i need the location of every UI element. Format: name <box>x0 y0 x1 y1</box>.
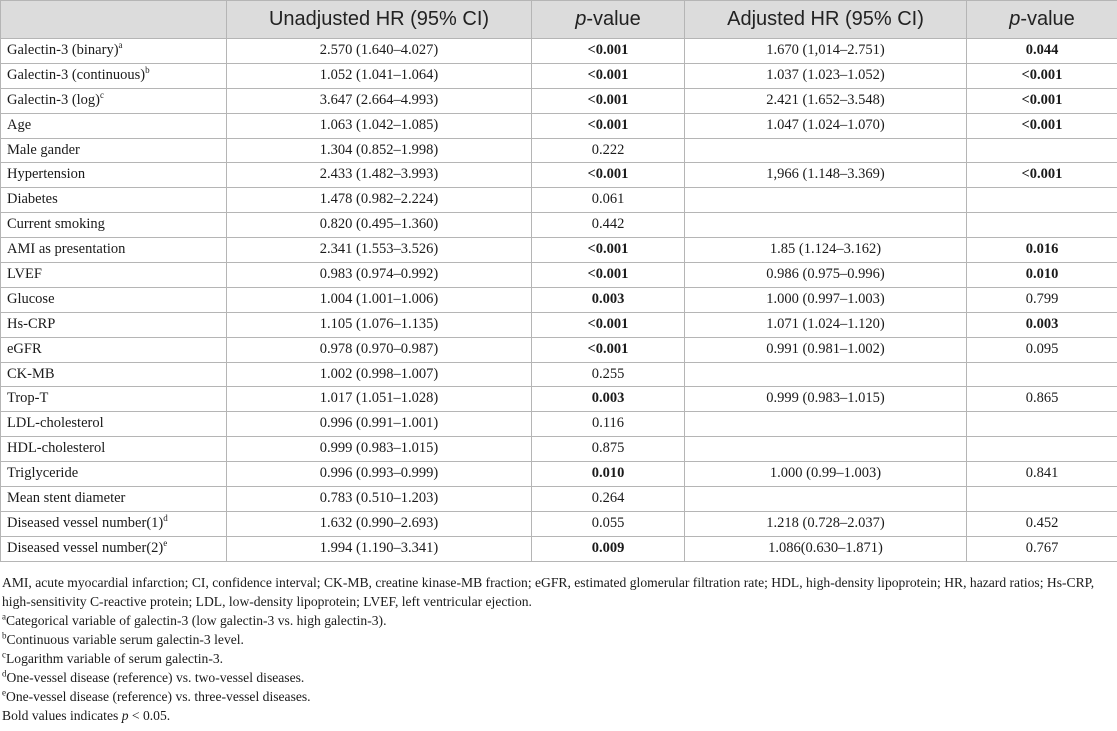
cell-variable: Hs-CRP <box>1 312 227 337</box>
cell-variable: Triglyceride <box>1 462 227 487</box>
table-row <box>1 412 1117 437</box>
cell-adjusted-hr: 1,966 (1.148–3.369) <box>685 163 967 188</box>
cell-adjusted-p: 0.003 <box>967 312 1117 337</box>
cell-adjusted-p: 0.799 <box>967 287 1117 312</box>
footnote-marker: c <box>100 89 105 100</box>
cell-unadjusted-hr: 1.632 (0.990–2.693) <box>227 511 532 536</box>
cell-unadjusted-hr: 1.052 (1.041–1.064) <box>227 63 532 88</box>
cell-unadjusted-p: 0.003 <box>532 387 685 412</box>
footnote-a: $^a$Categorical variable of galectin-3 (low galectin-3 vs. high galectin-3). <box>2 611 387 628</box>
cell-unadjusted-hr: 1.994 (1.190–3.341) <box>227 536 532 561</box>
cell-adjusted-hr: 1.000 (0.997–1.003) <box>685 287 967 312</box>
cell-variable: eGFR <box>1 337 227 362</box>
cell-adjusted-hr <box>685 362 967 387</box>
cell-unadjusted-p: <0.001 <box>532 63 685 88</box>
cell-unadjusted-p: 0.116 <box>532 412 685 437</box>
footnote-e: $^e$One-vessel disease (reference) vs. three-vessel diseases. <box>2 687 311 704</box>
cell-unadjusted-hr: 2.570 (1.640–4.027) <box>227 39 532 64</box>
cell-variable: LVEF <box>1 263 227 288</box>
table-footnotes <box>2 573 1115 725</box>
cell-variable: CK-MB <box>1 362 227 387</box>
footnote-b: $^b$Continuous variable serum galectin-3 level. <box>2 630 244 647</box>
cell-unadjusted-p: <0.001 <box>532 337 685 362</box>
cell-unadjusted-p: <0.001 <box>532 163 685 188</box>
table-row <box>1 238 1117 263</box>
table-row <box>1 511 1117 536</box>
cell-unadjusted-hr: 1.002 (0.998–1.007) <box>227 362 532 387</box>
cell-unadjusted-hr: 0.999 (0.983–1.015) <box>227 437 532 462</box>
cell-unadjusted-p: 0.055 <box>532 511 685 536</box>
cell-unadjusted-hr: 1.017 (1.051–1.028) <box>227 387 532 412</box>
cell-adjusted-p <box>967 487 1117 512</box>
cell-unadjusted-hr: 1.063 (1.042–1.085) <box>227 113 532 138</box>
table-row <box>1 462 1117 487</box>
cell-adjusted-p: 0.010 <box>967 263 1117 288</box>
header-unadjusted-p: p-value <box>532 1 685 39</box>
cell-variable: Age <box>1 113 227 138</box>
footnote-d: $^d$One-vessel disease (reference) vs. two-vessel diseases. <box>2 668 305 685</box>
cell-variable: HDL-cholesterol <box>1 437 227 462</box>
cell-unadjusted-p: 0.264 <box>532 487 685 512</box>
table-row <box>1 362 1117 387</box>
cell-adjusted-p: 0.865 <box>967 387 1117 412</box>
cell-unadjusted-hr: 0.996 (0.991–1.001) <box>227 412 532 437</box>
table-row <box>1 163 1117 188</box>
cell-variable: Male gander <box>1 138 227 163</box>
table-row <box>1 138 1117 163</box>
footnote-marker: e <box>163 537 168 548</box>
cell-variable: Diabetes <box>1 188 227 213</box>
cell-adjusted-hr: 1.670 (1,014–2.751) <box>685 39 967 64</box>
table-row <box>1 213 1117 238</box>
cell-adjusted-hr: 0.991 (0.981–1.002) <box>685 337 967 362</box>
cell-unadjusted-hr: 3.647 (2.664–4.993) <box>227 88 532 113</box>
cell-adjusted-hr: 1.037 (1.023–1.052) <box>685 63 967 88</box>
cell-adjusted-p: <0.001 <box>967 88 1117 113</box>
cell-adjusted-hr: 0.999 (0.983–1.015) <box>685 387 967 412</box>
cell-adjusted-hr: 2.421 (1.652–3.548) <box>685 88 967 113</box>
cell-unadjusted-hr: 1.304 (0.852–1.998) <box>227 138 532 163</box>
bold-values-note: Bold values indicates p < 0.05. <box>2 708 171 723</box>
table-row <box>1 188 1117 213</box>
cell-adjusted-p: 0.841 <box>967 462 1117 487</box>
header-variable <box>1 1 227 39</box>
cell-unadjusted-hr: 1.105 (1.076–1.135) <box>227 312 532 337</box>
cell-unadjusted-p: 0.010 <box>532 462 685 487</box>
cell-variable: Galectin-3 (continuous)$^b$ <box>1 63 227 88</box>
table-row <box>1 437 1117 462</box>
cell-variable: Current smoking <box>1 213 227 238</box>
cell-unadjusted-p: <0.001 <box>532 312 685 337</box>
cell-unadjusted-hr: 1.478 (0.982–2.224) <box>227 188 532 213</box>
footnote-marker: d <box>163 513 168 524</box>
cell-adjusted-p: 0.016 <box>967 238 1117 263</box>
cell-unadjusted-p: 0.255 <box>532 362 685 387</box>
cell-adjusted-hr <box>685 213 967 238</box>
cell-variable: Trop-T <box>1 387 227 412</box>
header-unadjusted-hr: Unadjusted HR (95% CI) <box>227 1 532 39</box>
header-adjusted-p: p-value <box>967 1 1117 39</box>
cell-variable: Hypertension <box>1 163 227 188</box>
cell-unadjusted-hr: 0.996 (0.993–0.999) <box>227 462 532 487</box>
cell-unadjusted-p: 0.222 <box>532 138 685 163</box>
cell-adjusted-hr <box>685 437 967 462</box>
abbreviations-note: AMI, acute myocardial infarction; CI, confidence interval; CK-MB, creatine kinase-MB fraction; eGFR, estimated glomerular filtration rate; HDL, high-density lipoprotein; HR, hazard ratios; Hs-CRP, high-sensitivity C-reactive protein; LDL, low-density lipoprotein; LVEF, left ventricular ejection. <box>2 575 1095 609</box>
table-row <box>1 387 1117 412</box>
cell-adjusted-hr <box>685 188 967 213</box>
cell-adjusted-hr: 1.000 (0.99–1.003) <box>685 462 967 487</box>
cell-adjusted-p <box>967 213 1117 238</box>
header-adjusted-hr: Adjusted HR (95% CI) <box>685 1 967 39</box>
footnote-marker: a <box>118 40 123 51</box>
cell-unadjusted-hr: 0.783 (0.510–1.203) <box>227 487 532 512</box>
cell-unadjusted-p: <0.001 <box>532 238 685 263</box>
cell-adjusted-p: 0.095 <box>967 337 1117 362</box>
cell-unadjusted-p: 0.442 <box>532 213 685 238</box>
cell-unadjusted-p: 0.003 <box>532 287 685 312</box>
table-row <box>1 88 1117 113</box>
footnote-c: $^c$Logarithm variable of serum galectin-3. <box>2 649 224 666</box>
cell-adjusted-p: <0.001 <box>967 113 1117 138</box>
cell-unadjusted-p: 0.009 <box>532 536 685 561</box>
table-row <box>1 113 1117 138</box>
table-row <box>1 39 1117 64</box>
cell-unadjusted-p: 0.061 <box>532 188 685 213</box>
cell-adjusted-hr: 1.047 (1.024–1.070) <box>685 113 967 138</box>
footnote-marker: b <box>145 65 150 76</box>
cell-adjusted-hr: 1.85 (1.124–3.162) <box>685 238 967 263</box>
cell-unadjusted-hr: 2.433 (1.482–3.993) <box>227 163 532 188</box>
table-row <box>1 263 1117 288</box>
cell-variable: Galectin-3 (binary)$^a$ <box>1 39 227 64</box>
table-row <box>1 487 1117 512</box>
cell-variable: Mean stent diameter <box>1 487 227 512</box>
table-row <box>1 536 1117 561</box>
cell-adjusted-p: <0.001 <box>967 63 1117 88</box>
cell-variable: Diseased vessel $number(1)^d$ <box>1 511 227 536</box>
cell-adjusted-p <box>967 437 1117 462</box>
cell-unadjusted-p: <0.001 <box>532 113 685 138</box>
cell-adjusted-p: 0.767 <box>967 536 1117 561</box>
cell-adjusted-p: 0.452 <box>967 511 1117 536</box>
cell-unadjusted-p: 0.875 <box>532 437 685 462</box>
table-row <box>1 312 1117 337</box>
cell-adjusted-hr: 1.071 (1.024–1.120) <box>685 312 967 337</box>
cell-adjusted-hr <box>685 138 967 163</box>
cell-variable: Glucose <box>1 287 227 312</box>
cell-adjusted-hr: 1.218 (0.728–2.037) <box>685 511 967 536</box>
cell-adjusted-p <box>967 362 1117 387</box>
cell-unadjusted-p: <0.001 <box>532 88 685 113</box>
table-header-row <box>1 1 1117 39</box>
cell-adjusted-hr <box>685 412 967 437</box>
cell-adjusted-p <box>967 412 1117 437</box>
cell-adjusted-hr: 0.986 (0.975–0.996) <box>685 263 967 288</box>
cell-unadjusted-p: <0.001 <box>532 263 685 288</box>
cell-unadjusted-hr: 1.004 (1.001–1.006) <box>227 287 532 312</box>
cell-adjusted-p: 0.044 <box>967 39 1117 64</box>
cell-variable: Galectin-3 $(\log)^c$ <box>1 88 227 113</box>
table-row <box>1 337 1117 362</box>
cell-adjusted-p: <0.001 <box>967 163 1117 188</box>
cell-adjusted-p <box>967 138 1117 163</box>
cell-unadjusted-hr: 2.341 (1.553–3.526) <box>227 238 532 263</box>
cell-adjusted-hr <box>685 487 967 512</box>
cell-unadjusted-p: <0.001 <box>532 39 685 64</box>
cell-variable: LDL-cholesterol <box>1 412 227 437</box>
cell-unadjusted-hr: 0.978 (0.970–0.987) <box>227 337 532 362</box>
cell-adjusted-hr: 1.086(0.630–1.871) <box>685 536 967 561</box>
cell-unadjusted-hr: 0.820 (0.495–1.360) <box>227 213 532 238</box>
table-row <box>1 287 1117 312</box>
cell-variable: Diseased vessel $number(2)^e$ <box>1 536 227 561</box>
cell-unadjusted-hr: 0.983 (0.974–0.992) <box>227 263 532 288</box>
cell-adjusted-p <box>967 188 1117 213</box>
table-row <box>1 63 1117 88</box>
cell-variable: AMI as presentation <box>1 238 227 263</box>
